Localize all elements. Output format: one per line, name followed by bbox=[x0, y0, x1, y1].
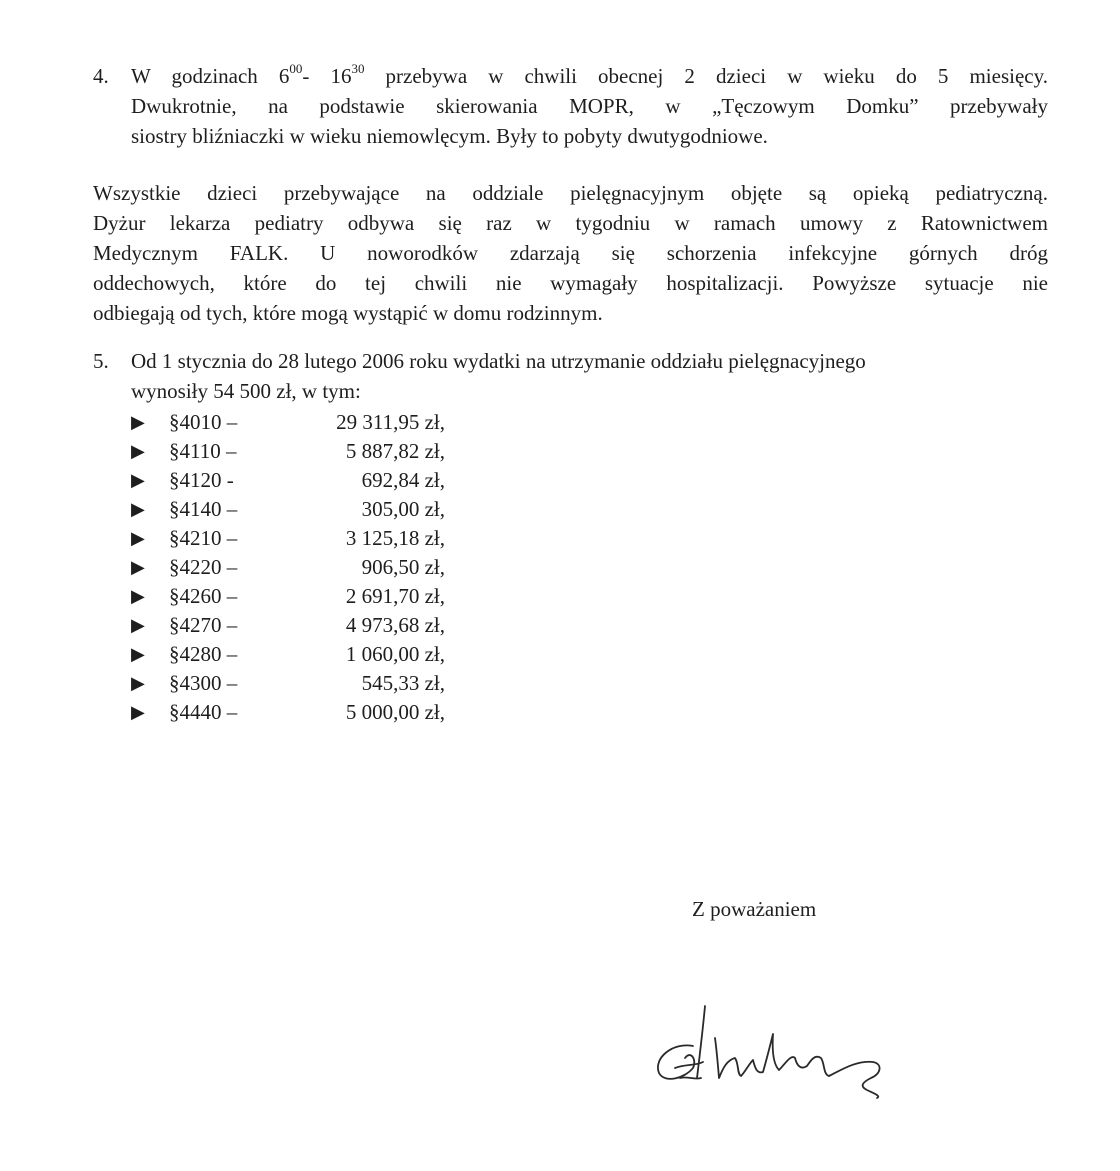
expense-amount: 4 973,68 zł, bbox=[345, 613, 445, 637]
expense-code: §4270 – bbox=[169, 613, 238, 637]
item-5-number: 5. bbox=[93, 349, 109, 373]
item-5-line-1: Od 1 stycznia do 28 lutego 2006 roku wydatki na utrzymanie oddziału pielęgnacyjnego bbox=[131, 349, 866, 373]
expense-amount: 29 311,95 zł, bbox=[336, 410, 445, 434]
bullet-arrow-icon: ▶ bbox=[131, 528, 145, 548]
expense-amount: 692,84 zł, bbox=[361, 468, 445, 492]
closing-salutation: Z poważaniem bbox=[692, 897, 817, 921]
expense-item bbox=[131, 640, 1048, 669]
expense-amount: 545,33 zł, bbox=[361, 671, 445, 695]
expense-item bbox=[131, 495, 1048, 524]
expense-code: §4300 – bbox=[169, 671, 238, 695]
time-superscript-end: 30 bbox=[351, 61, 365, 76]
item-4-text-b: - 16 bbox=[302, 64, 352, 88]
expense-item bbox=[131, 408, 1048, 437]
expense-item bbox=[131, 553, 1048, 582]
expense-code: §4010 – bbox=[169, 410, 238, 434]
bullet-arrow-icon: ▶ bbox=[131, 644, 145, 664]
expense-amount: 2 691,70 zł, bbox=[345, 584, 445, 608]
expense-item bbox=[131, 524, 1048, 553]
paragraph-line: Medycznym FALK. U noworodków zdarzają się schorzenia infekcyjne górnych dróg bbox=[93, 241, 1048, 265]
paragraph-line: oddechowych, które do tej chwili nie wymagały hospitalizacji. Powyższe sytuacje nie bbox=[93, 271, 1048, 295]
expense-amount: 3 125,18 zł, bbox=[345, 526, 445, 550]
paragraph-line: Dyżur lekarza pediatry odbywa się raz w tygodniu w ramach umowy z Ratownictwem bbox=[93, 211, 1048, 235]
bullet-arrow-icon: ▶ bbox=[131, 586, 145, 606]
expense-item bbox=[131, 698, 1048, 727]
paragraph-line: odbiegają od tych, które mogą wystąpić w domu rodzinnym. bbox=[93, 301, 603, 325]
bullet-arrow-icon: ▶ bbox=[131, 470, 145, 490]
expense-amount: 305,00 zł, bbox=[361, 497, 445, 521]
item-4 bbox=[93, 61, 1048, 151]
expense-code: §4440 – bbox=[169, 700, 238, 724]
bullet-arrow-icon: ▶ bbox=[131, 673, 145, 693]
expense-item bbox=[131, 437, 1048, 466]
signature-icon bbox=[645, 998, 890, 1103]
item-4-line-2: Dwukrotnie, na podstawie skierowania MOPR, w „Tęczowym Domku” przebywały bbox=[131, 94, 1048, 118]
expense-code: §4220 – bbox=[169, 555, 238, 579]
item-5-line-2: wynosiły 54 500 zł, w tym: bbox=[131, 379, 361, 403]
expense-code: §4260 – bbox=[169, 584, 238, 608]
expense-code: §4110 – bbox=[169, 439, 237, 463]
bullet-arrow-icon: ▶ bbox=[131, 441, 145, 461]
expense-amount: 1 060,00 zł, bbox=[345, 642, 445, 666]
paragraph-line: Wszystkie dzieci przebywające na oddziale pielęgnacyjnym objęte są opieką pediatryczną. bbox=[93, 181, 1048, 205]
item-4-line-3: siostry bliźniaczki w wieku niemowlęcym. Były to pobyty dwutygodniowe. bbox=[131, 124, 768, 148]
item-4-body bbox=[131, 61, 1048, 151]
expense-item bbox=[131, 669, 1048, 698]
bullet-arrow-icon: ▶ bbox=[131, 615, 145, 635]
item-4-number: 4. bbox=[93, 64, 109, 88]
expense-code: §4120 - bbox=[169, 468, 234, 492]
expense-list bbox=[131, 408, 1048, 727]
item-5 bbox=[93, 346, 1048, 727]
item-4-text-c: przebywa w chwili obecnej 2 dzieci w wieku do 5 miesięcy. bbox=[364, 64, 1048, 88]
expense-item bbox=[131, 466, 1048, 495]
bullet-arrow-icon: ▶ bbox=[131, 499, 145, 519]
expense-amount: 5 000,00 zł, bbox=[345, 700, 445, 724]
time-superscript-start: 00 bbox=[289, 61, 303, 76]
item-4-text-a: W godzinach 6 bbox=[131, 64, 290, 88]
bullet-arrow-icon: ▶ bbox=[131, 412, 145, 432]
expense-item bbox=[131, 582, 1048, 611]
expense-amount: 5 887,82 zł, bbox=[345, 439, 445, 463]
expense-item bbox=[131, 611, 1048, 640]
expense-code: §4280 – bbox=[169, 642, 238, 666]
expense-amount: 906,50 zł, bbox=[361, 555, 445, 579]
item-4-line-1 bbox=[131, 61, 1048, 91]
expense-code: §4140 – bbox=[169, 497, 238, 521]
bullet-arrow-icon: ▶ bbox=[131, 702, 145, 722]
pediatric-care-paragraph bbox=[93, 178, 1048, 328]
item-5-body bbox=[131, 346, 1048, 727]
expense-code: §4210 – bbox=[169, 526, 238, 550]
bullet-arrow-icon: ▶ bbox=[131, 557, 145, 577]
